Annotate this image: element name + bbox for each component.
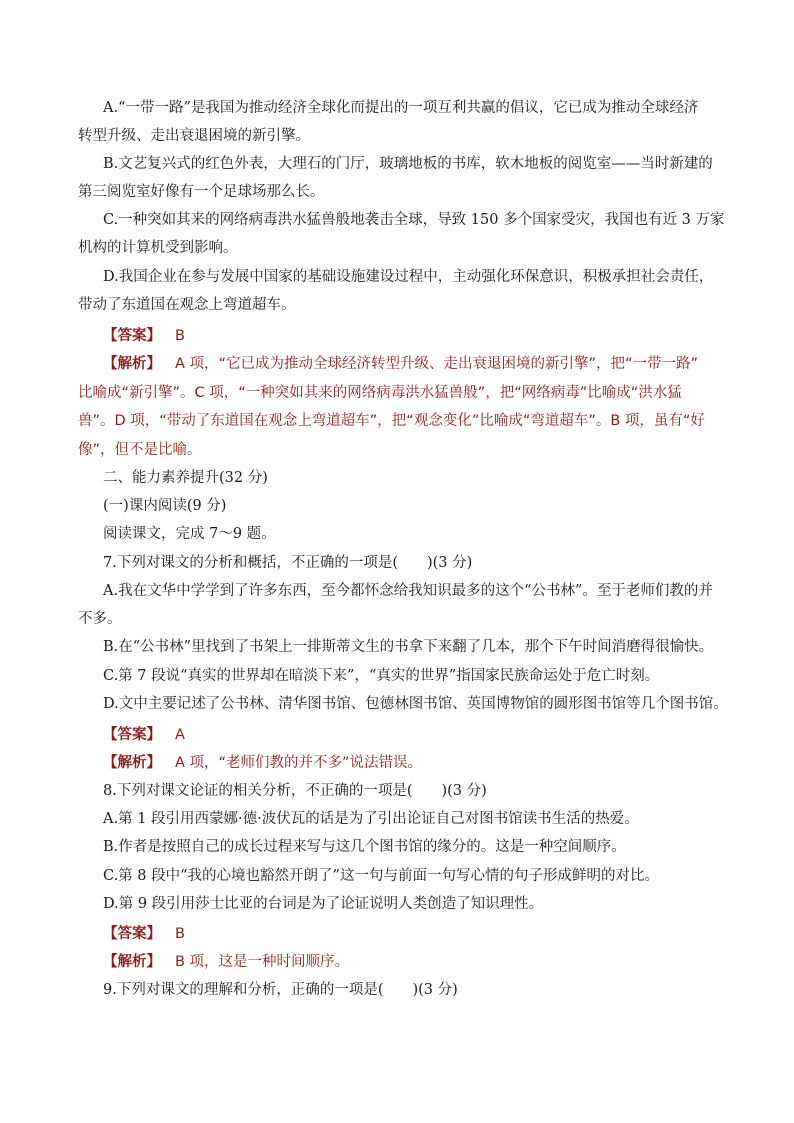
analysis-text: A 项，“老师们教的并不多”说法错误。 [175,755,423,771]
analysis-text-line2: 比喻成“新引擎”。C 项，“一种突如其来的网络病毒洪水猛兽般”，把“网络病毒”比喻成“洪水猛 [78,385,682,401]
section-title: 二、能力素养提升(32 分) [103,470,268,486]
answer-tag: 【答案】 [103,926,161,942]
analysis-text: B 项，这是一种时间顺序。 [175,954,350,970]
answer-tag: 【答案】 [103,328,161,344]
option-a-line1: A.“一带一路”是我国为推动经济全球化而提出的一项互利共赢的倡议，它已成为推动全球经济 [103,100,699,116]
answer-value: B [175,926,185,942]
answer-row-q8 [103,922,185,943]
q7-stem: 7.下列对课文的分析和概括，不正确的一项是( )(3 分) [103,555,473,571]
answer-value: A [175,727,185,743]
section-instruction: 阅读课文，完成 7～9 题。 [103,526,276,542]
q7-option-d: D.文中主要记述了公书林、清华图书馆、包德林图书馆、英国博物馆的圆形图书馆等几个图书馆。 [103,696,728,712]
analysis-tag: 【解析】 [103,954,161,970]
analysis-text-line3: 兽”。D 项，“带动了东道国在观念上弯道超车”，把“观念变化”比喻成“弯道超车”。B 项，虽有“好 [78,413,705,429]
analysis-tag: 【解析】 [103,755,161,771]
q8-stem: 8.下列对课文论证的相关分析，不正确的一项是( )(3 分) [103,783,487,799]
analysis-text-line4: 像”，但不是比喻。 [78,442,202,458]
q7-option-b: B.在“公书林”里找到了书架上一排斯蒂文生的书拿下来翻了几本，那个下午时间消磨得很愉快。 [103,639,714,655]
analysis-row-q7 [103,751,422,772]
q9-stem: 9.下列对课文的理解和分析，正确的一项是( )(3 分) [103,982,458,998]
q8-option-a: A.第 1 段引用西蒙娜·德·波伏瓦的话是为了引出论证自己对图书馆读书生活的热爱。 [103,811,639,827]
option-c-line2: 机构的计算机受到影响。 [78,240,238,256]
q7-option-c: C.第 7 段说“真实的世界却在暗淡下来”，“真实的世界”指国家民族命运处于危亡时刻。 [103,668,660,684]
analysis-row-q8 [103,950,349,971]
analysis-row-q6 [103,352,698,373]
option-b-line1: B.文艺复兴式的红色外表，大理石的门厅，玻璃地板的书库，软木地板的阅览室——当时新建的 [103,156,713,172]
q8-option-c: C.第 8 段中“我的心境也豁然开朗了”这一句与前面一句写心情的句子形成鲜明的对比。 [103,868,659,884]
q7-option-a-line2: 不多。 [78,611,122,627]
option-a-line2: 转型升级、走出衰退困境的新引擎。 [78,128,310,144]
option-c-line1: C.一种突如其来的网络病毒洪水猛兽般地袭击全球，导致 150 多个国家受灾，我国也有近 3 万家 [103,212,725,228]
answer-value: B [175,328,185,344]
q7-option-a-line1: A.我在文华中学学到了许多东西，至今都怀念给我知识最多的这个“公书林”。至于老师们教的并 [103,583,713,599]
answer-row-q7 [103,723,185,744]
q8-option-d: D.第 9 段引用莎士比亚的台词是为了论证说明人类创造了知识理性。 [103,896,544,912]
analysis-tag: 【解析】 [103,356,161,372]
analysis-text-line1: A 项，“它已成为推动全球经济转型升级、走出衰退困境的新引擎”，把“一带一路” [175,356,699,372]
answer-row-q6 [103,324,185,345]
option-d-line1: D.我国企业在参与发展中国家的基础设施建设过程中，主动强化环保意识，积极承担社会责任， [103,269,714,285]
answer-tag: 【答案】 [103,727,161,743]
option-b-line2: 第三阅览室好像有一个足球场那么长。 [78,184,325,200]
q8-option-b: B.作者是按照自己的成长过程来写与这几个图书馆的缘分的。这是一种空间顺序。 [103,839,626,855]
option-d-line2: 带动了东道国在观念上弯道超车。 [78,297,296,313]
section-subtitle: (一)课内阅读(9 分) [103,498,227,514]
